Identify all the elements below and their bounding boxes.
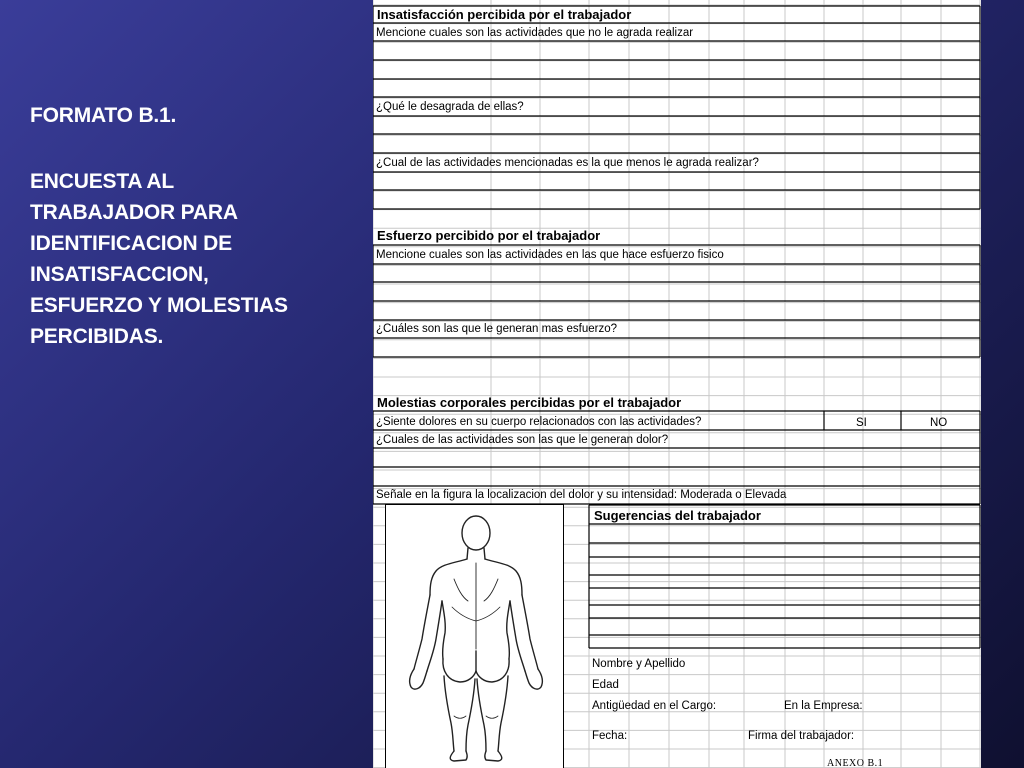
title-line: PERCIBIDAS.: [30, 325, 164, 348]
section-sugerencias-title: Sugerencias del trabajador: [594, 508, 761, 523]
question-generan-dolor: ¿Cuales de las actividades son las que le generan dolor?: [376, 434, 669, 446]
question-siente-dolores: ¿Siente dolores en su cuerpo relacionados con las actividades?: [376, 416, 702, 428]
label-antiguedad-empresa: En la Empresa:: [784, 700, 863, 712]
title-line: TRABAJADOR PARA: [30, 201, 238, 224]
section-esfuerzo-title: Esfuerzo percibido por el trabajador: [377, 228, 601, 243]
title-line: ENCUESTA AL: [30, 170, 175, 193]
title-line: IDENTIFICACION DE: [30, 232, 232, 255]
slide-title: [30, 100, 360, 352]
question-senale-figura: Señale en la figura la localizacion del dolor y su intensidad: Moderada o Elevada: [376, 489, 787, 501]
title-line: ESFUERZO Y MOLESTIAS: [30, 294, 288, 317]
question-esfuerzo-fisico: Mencione cuales son las actividades en las que hace esfuerzo fisico: [376, 249, 724, 261]
option-no[interactable]: NO: [930, 417, 948, 429]
survey-form: [373, 0, 981, 768]
label-edad: Edad: [592, 679, 619, 691]
section-molestias-title: Molestias corporales percibidas por el trabajador: [377, 395, 682, 410]
question-que-desagrada: ¿Qué le desagrada de ellas?: [376, 101, 524, 113]
title-line: INSATISFACCION,: [30, 263, 209, 286]
label-fecha: Fecha:: [592, 730, 628, 742]
question-actividades-no-agrada: Mencione cuales son las actividades que no le agrada realizar: [376, 27, 694, 39]
label-firma-trabajador: Firma del trabajador:: [748, 730, 855, 742]
footer-annex-code: ANEXO B.1: [827, 758, 884, 768]
label-nombre-apellido: Nombre y Apellido: [592, 658, 686, 670]
body-figure-box[interactable]: [385, 504, 564, 768]
body-back-figure: [396, 511, 556, 766]
option-si[interactable]: SI: [856, 417, 867, 429]
title-line: FORMATO B.1.: [30, 104, 177, 127]
question-menos-agrada: ¿Cual de las actividades mencionadas es la que menos le agrada realizar?: [376, 157, 759, 169]
section-insatisfaccion-title: Insatisfacción percibida por el trabajador: [377, 7, 632, 22]
question-mas-esfuerzo: ¿Cuáles son las que le generan mas esfuerzo?: [376, 323, 618, 335]
label-antiguedad-cargo: Antigüedad en el Cargo:: [592, 700, 717, 712]
